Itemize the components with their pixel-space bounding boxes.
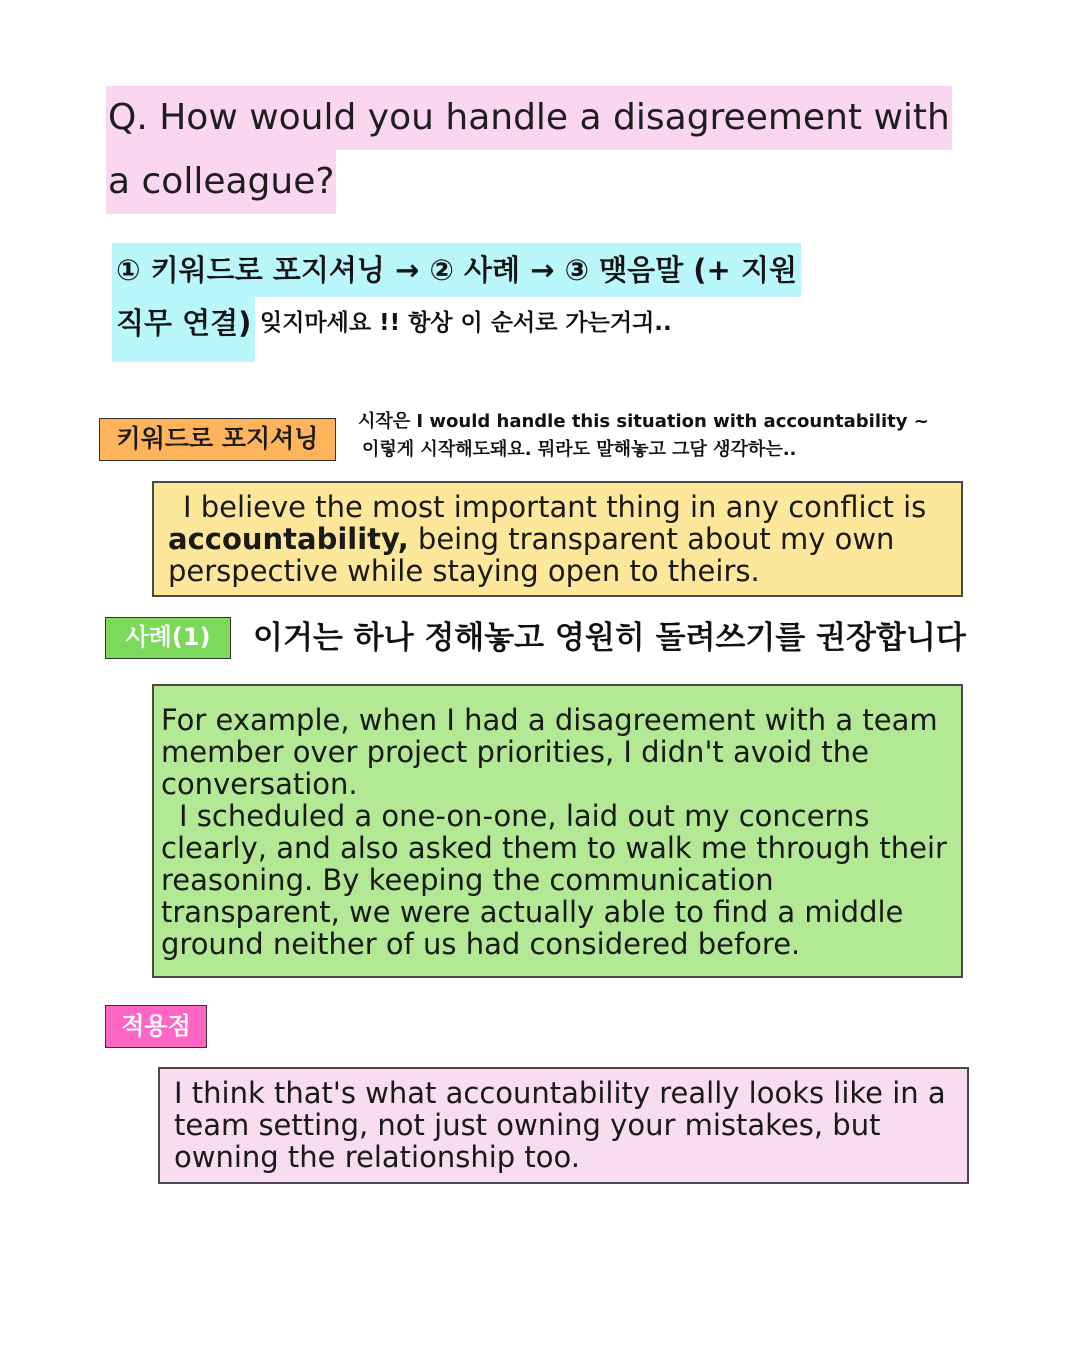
keyword-highlight: accountability, [168,522,409,556]
question-line-2: a colleague? [106,150,336,214]
question-line-1: Q. How would you handle a disagreement with [106,86,952,150]
application-answer-box [158,1067,969,1184]
example-label: 사례(1) [105,617,231,659]
keyword-answer-line-1: I believe the most important thing in any conflict is [183,490,927,524]
keyword-positioning-label: 키워드로 포지셔닝 [99,418,336,461]
keyword-answer-line-2 [168,523,949,555]
example-paragraph-2 [161,800,953,960]
order-note-line-1: ① 키워드로 포지셔닝 → ② 사례 → ③ 맺음말 (+ 지원 [112,243,801,297]
keyword-tip-line-1: 시작은 I would handle this situation with accountability ~ [358,411,929,432]
application-label: 적용점 [105,1005,207,1048]
example-answer-box [152,684,963,978]
example-note: 이거는 하나 정해놓고 영원히 돌려쓰기를 권장합니다 [253,620,966,656]
example-paragraph-2-text: I scheduled a one-on-one, laid out my concerns clearly, and also asked them to walk me through their reasoning. By keeping the communication transparent, we were actually able to find a middle ground neither of us had considered before. [161,799,947,961]
application-answer: I think that's what accountability really looks like in a team setting, not just owning your mistakes, but owning the relationship too. [174,1076,946,1174]
keyword-answer-box [152,481,963,597]
example-paragraph-1: For example, when I had a disagreement with a team member over project priorities, I didn't avoid the conversation. [161,703,938,801]
order-note-reminder: 잊지마세요 !! 항상 이 순서로 가는거긔.. [260,310,672,336]
keyword-tip-line-2: 이렇게 시작해도돼요. 뭐라도 말해놓고 그담 생각하는.. [362,439,797,460]
order-note-line-2: 직무 연결) [112,296,255,362]
keyword-answer-line-3: perspective while staying open to theirs. [168,554,760,588]
keyword-answer-line-2-rest: being transparent about my own [408,522,895,556]
